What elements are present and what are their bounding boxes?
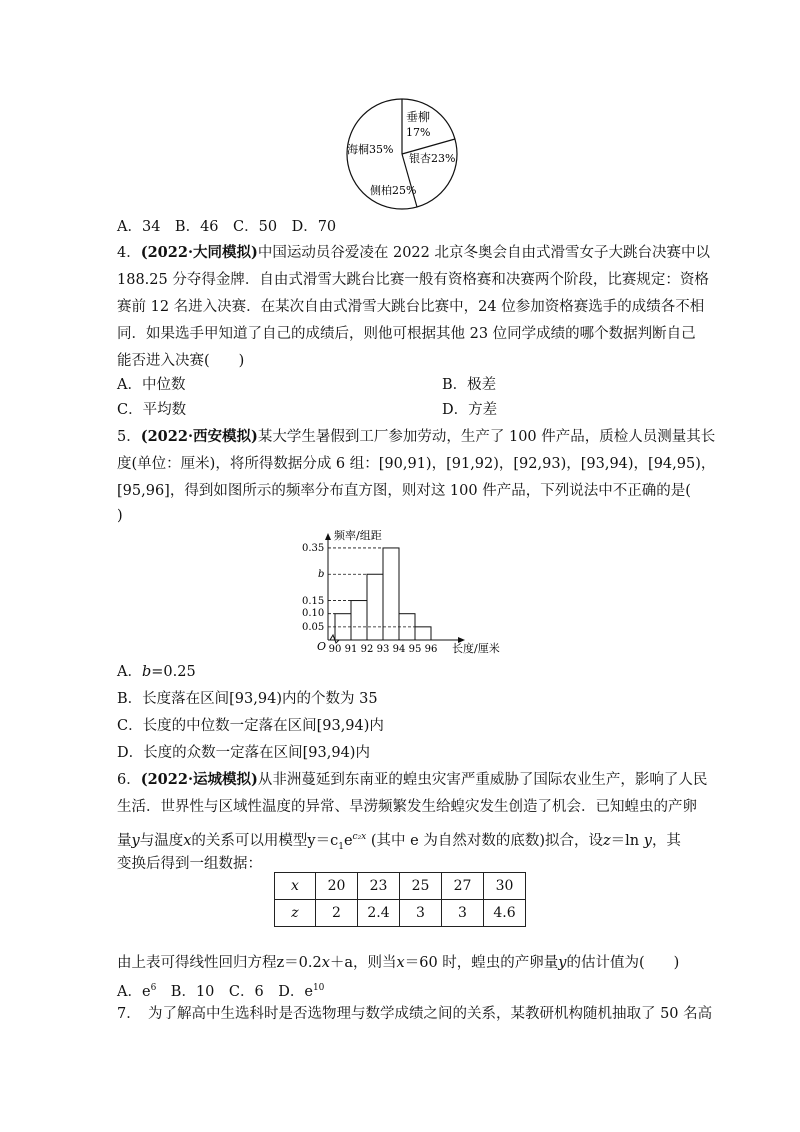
q5-option-b: B．长度落在区间[93,94)内的个数为 35 bbox=[117, 691, 378, 707]
q5-text-1: 某大学生暑假到工厂参加劳动，生产了 100 件产品，质检人员测量其长 bbox=[257, 429, 716, 445]
q4-option-c: C．平均数 bbox=[117, 402, 187, 418]
table-cell: z bbox=[275, 900, 316, 927]
q6-formula-sub: 1 bbox=[338, 841, 344, 852]
data-table bbox=[274, 872, 526, 927]
y-axis-arrow bbox=[325, 533, 331, 540]
table-cell: 20 bbox=[316, 873, 358, 900]
histogram-marks bbox=[328, 548, 431, 640]
table-cell: 25 bbox=[400, 873, 442, 900]
q6-line-3 bbox=[117, 827, 681, 857]
pie-label-yinxing: 银杏23% bbox=[409, 152, 456, 165]
table-cell: 2.4 bbox=[358, 900, 400, 927]
q6-after-table bbox=[117, 953, 679, 973]
q6-number: 6． bbox=[117, 772, 141, 788]
q6-option-bcd: B．10 C．6 D．e bbox=[156, 984, 313, 1000]
q6-text: ＝60 时，蝗虫的产卵量 bbox=[404, 955, 559, 971]
x-tick-91: 91 bbox=[344, 644, 358, 655]
q6-text: 的估计值为( ) bbox=[566, 955, 680, 971]
q6-text: 与温度 bbox=[139, 833, 184, 849]
q5-line-4: ) bbox=[117, 508, 123, 524]
pie-chart bbox=[340, 96, 465, 214]
x-tick-93: 93 bbox=[376, 644, 390, 655]
histogram-bar bbox=[399, 614, 415, 640]
y-tick-005: 0.05 bbox=[302, 622, 325, 633]
x-tick-90: 90 bbox=[328, 644, 342, 655]
q6-text: (其中 e 为自然对数的底数)拟合，设 bbox=[366, 833, 603, 849]
q7-line-1: 7． 为了解高中生选科时是否选物理与数学成绩之间的关系，某教研机构随机抽取了 50 名高 bbox=[117, 1006, 713, 1022]
q6-line-2: 生活．世界性与区域性温度的异常、旱涝频繁发生给蝗灾发生创造了机会．已知蝗虫的产卵 bbox=[117, 799, 697, 815]
frequency-histogram bbox=[290, 528, 520, 658]
table-row bbox=[275, 873, 526, 900]
table-cell: 3 bbox=[442, 900, 484, 927]
q4-option-d: D．方差 bbox=[442, 402, 498, 418]
q5-line-3: [95,96]，得到如图所示的频率分布直方图，则对这 100 件产品，下列说法中不正确的是( bbox=[117, 483, 691, 499]
q6-var-z: z bbox=[603, 833, 611, 849]
q6-option-a-exp: 6 bbox=[150, 983, 157, 993]
origin-label: O bbox=[317, 640, 327, 653]
q6-source: (2022·运城模拟) bbox=[140, 771, 258, 788]
pie-label-chuiliu: 垂柳 bbox=[406, 110, 431, 124]
q5-option-a: A．b=0.25 bbox=[117, 664, 196, 680]
q6-var-x: x bbox=[183, 833, 192, 849]
q6-var-x: x bbox=[321, 955, 330, 971]
table-cell: 27 bbox=[442, 873, 484, 900]
q4-number: 4． bbox=[117, 245, 141, 261]
q4-option-b: B．极差 bbox=[442, 377, 497, 393]
pie-label-chuiliu-pct: 17% bbox=[406, 126, 431, 139]
y-tick-b: b bbox=[318, 569, 325, 580]
q6-text: ，其 bbox=[651, 833, 681, 849]
q5-source: (2022·西安模拟) bbox=[140, 428, 258, 445]
q4-line-2: 188.25 分夺得金牌．自由式滑雪大跳台比赛一般有资格赛和决赛两个阶段，比赛规定：资格 bbox=[117, 272, 709, 288]
x-tick-94: 94 bbox=[392, 644, 406, 655]
q6-option-d-exp: 10 bbox=[312, 983, 325, 993]
q5-option-d: D．长度的众数一定落在区间[93,94)内 bbox=[117, 745, 370, 761]
q6-formula-e: e bbox=[343, 833, 353, 849]
q3-options: A．34 B．46 C．50 D．70 bbox=[117, 219, 337, 235]
x-tick-96: 96 bbox=[424, 644, 438, 655]
pie-label-haitong: 海桐35% bbox=[347, 143, 394, 156]
y-axis-label: 频率/组距 bbox=[334, 529, 382, 542]
q4-line-4: 同．如果选手甲知道了自己的成绩后，则他可根据其他 23 位同学成绩的哪个数据判断自己 bbox=[117, 326, 696, 342]
q6-text: 由上表可得线性回归方程z＝0.2 bbox=[117, 955, 322, 971]
table-cell: 23 bbox=[358, 873, 400, 900]
q4-line-3: 赛前 12 名进入决赛．在某次自由式滑雪大跳台比赛中，24 位参加资格赛选手的成绩各不相 bbox=[117, 299, 705, 315]
y-tick-010: 0.10 bbox=[302, 608, 325, 619]
table-cell: 3 bbox=[400, 900, 442, 927]
q5-line-2: 度(单位：厘米)，将所得数据分成 6 组：[90,91)，[91,92)，[92,93)，[93,94)，[94,95)， bbox=[117, 456, 716, 472]
q4-text-1: 中国运动员谷爱凌在 2022 北京冬奥会自由式滑雪女子大跳台决赛中以 bbox=[257, 245, 710, 261]
q4-option-a: A．中位数 bbox=[117, 377, 186, 393]
q5-number: 5． bbox=[117, 429, 141, 445]
table-cell: 30 bbox=[484, 873, 526, 900]
q6-text: ＝ln bbox=[610, 833, 640, 849]
q6-text: ＋a，则当 bbox=[329, 955, 397, 971]
histogram-bar bbox=[351, 601, 367, 640]
q5-line-1 bbox=[117, 427, 715, 447]
y-tick-035: 0.35 bbox=[302, 543, 325, 554]
q4-line-5: 能否进入决赛( ) bbox=[117, 353, 245, 369]
q5-option-c: C．长度的中位数一定落在区间[93,94)内 bbox=[117, 718, 384, 734]
q6-formula-exp: c₂x bbox=[352, 832, 367, 842]
table-cell: 4.6 bbox=[484, 900, 526, 927]
q6-var-y: y bbox=[131, 833, 140, 849]
q6-line-1 bbox=[117, 770, 707, 790]
x-tick-95: 95 bbox=[408, 644, 422, 655]
x-axis-label: 长度/厘米 bbox=[452, 642, 500, 655]
histogram-bar bbox=[383, 548, 399, 640]
pie-label-cebai: 侧柏25% bbox=[370, 184, 417, 197]
q4-line-1 bbox=[117, 243, 710, 263]
table-cell: 2 bbox=[316, 900, 358, 927]
q6-var-y: y bbox=[558, 955, 567, 971]
x-tick-92: 92 bbox=[360, 644, 374, 655]
q6-var-y: y bbox=[643, 833, 652, 849]
table-cell: x bbox=[275, 873, 316, 900]
q6-text-1: 从非洲蔓延到东南亚的蝗虫灾害严重威胁了国际农业生产，影响了人民 bbox=[257, 772, 708, 788]
q6-line-4: 变换后得到一组数据： bbox=[117, 856, 262, 872]
histogram-bar bbox=[367, 574, 383, 640]
q6-formula: 的关系可以用模型y＝c bbox=[191, 833, 339, 849]
histogram-bar bbox=[415, 627, 431, 640]
q6-var-x: x bbox=[396, 955, 405, 971]
y-tick-015: 0.15 bbox=[302, 596, 325, 607]
table-row bbox=[275, 900, 526, 927]
q6-option-a: A．e bbox=[117, 984, 151, 1000]
q6-options bbox=[117, 978, 324, 1002]
q4-source: (2022·大同模拟) bbox=[140, 244, 258, 261]
q6-text: 量 bbox=[117, 833, 132, 849]
